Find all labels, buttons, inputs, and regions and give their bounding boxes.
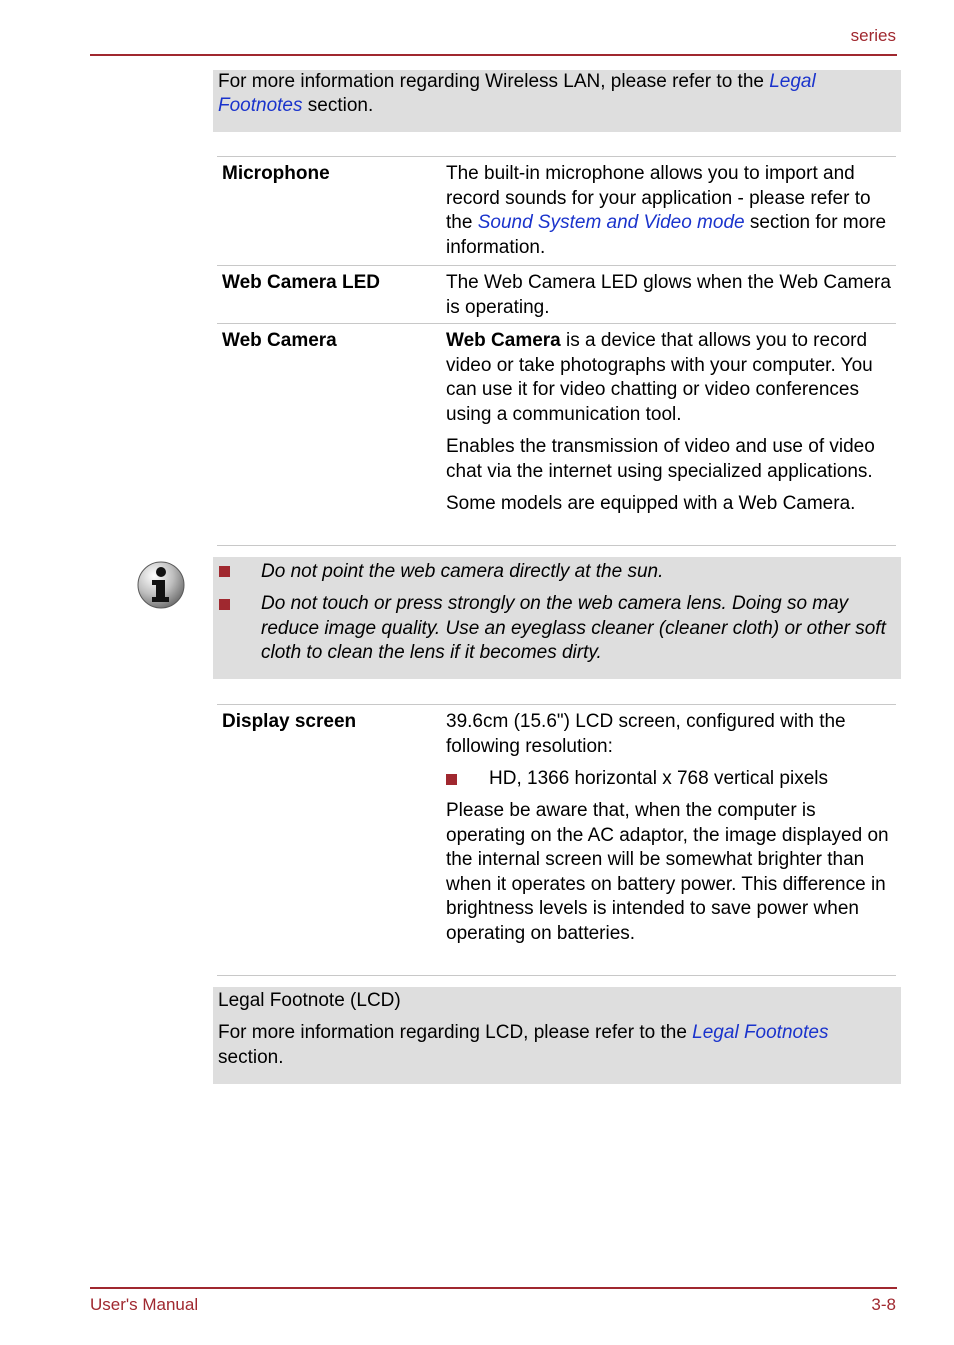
wlan-legal-link[interactable]: Legal xyxy=(769,71,816,92)
sound-system-link[interactable]: Sound System and Video mode xyxy=(477,212,745,233)
footer-rule xyxy=(90,1287,897,1289)
feature-desc: The built-in microphone allows you to import and record sounds for your application - please refer to the Sound System and Video mode section for more information. xyxy=(446,163,887,258)
feature-row-web-camera-led xyxy=(217,265,896,324)
feature-row-microphone xyxy=(217,156,896,266)
lcd-note-suffix: section. xyxy=(218,1046,284,1068)
bullet-marker xyxy=(446,774,457,785)
lcd-note-prefix: For more information regarding LCD, please refer to the xyxy=(218,1022,693,1043)
wlan-legal-note xyxy=(213,70,901,132)
warning-item: Do not touch or press strongly on the web camera lens. Doing so may reduce image quality. Use an eyeglass cleaner (cleaner cloth) or other soft cloth to clean the lens if it becomes dirty. xyxy=(261,593,886,663)
lcd-legal-link[interactable]: Legal Footnotes xyxy=(692,1022,829,1043)
feature-row-display-screen xyxy=(217,704,896,976)
camera-warning-note xyxy=(213,557,901,679)
feature-desc: Web Camera is a device that allows you to record video or take photographs with your computer. You can use it for video chatting or video conferences using a communication tool. Enables the transmission of video and use of video chat via the internet using specialized applications. Some models are equipped with a Web Camera. xyxy=(446,330,875,514)
feature-term: Microphone xyxy=(222,163,330,184)
lcd-legal-note xyxy=(213,987,901,1084)
feature-term: Display screen xyxy=(222,711,357,732)
warning-item: Do not point the web camera directly at the sun. xyxy=(261,561,664,582)
feature-desc: 39.6cm (15.6") LCD screen, configured with the following resolution: HD, 1366 horizontal x 768 vertical pixels Please be aware that, when the computer is operating on the AC adaptor, the image displayed on the internal screen will be somewhat brighter than when it operates on battery power. This difference in brightness levels is intended to save power when operating on batteries. xyxy=(446,710,896,946)
feature-desc: The Web Camera LED glows when the Web Camera is operating. xyxy=(446,272,891,318)
wlan-note-suffix: section. xyxy=(302,95,374,116)
header-rule xyxy=(90,54,897,56)
feature-row-web-camera xyxy=(217,323,896,546)
bullet-marker xyxy=(219,599,230,610)
page-number: 3-8 xyxy=(871,1295,896,1314)
footer-manual-label: User's Manual xyxy=(90,1295,199,1314)
wlan-note-prefix: For more information regarding Wireless LAN, please refer to the xyxy=(218,71,770,92)
wlan-legal-link-cont[interactable]: Footnotes xyxy=(218,95,303,116)
feature-term: Web Camera LED xyxy=(222,272,381,293)
bullet-marker xyxy=(219,566,230,577)
header-series-label: series xyxy=(850,26,896,45)
resolution-item: HD, 1366 horizontal x 768 vertical pixels xyxy=(446,767,896,791)
lcd-note-title: Legal Footnote (LCD) xyxy=(218,990,401,1011)
feature-term: Web Camera xyxy=(222,330,337,351)
info-icon xyxy=(136,560,186,610)
